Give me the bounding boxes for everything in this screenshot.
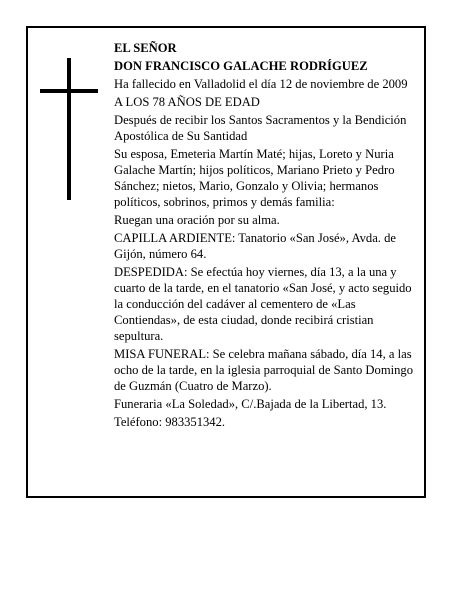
- notice-text: [114, 40, 420, 432]
- latin-cross-icon: [40, 58, 98, 200]
- funeral-home-phone: Teléfono: 983351342.: [114, 415, 226, 429]
- sacraments-line: Después de recibir los Santos Sacramentos y la Bendición Apostólica de Su Santidad: [114, 113, 407, 143]
- cross-horizontal-bar: [40, 89, 98, 93]
- obituary-notice: [26, 26, 426, 498]
- funeral-home-address: Funeraria «La Soledad», C/.Bajada de la Libertad, 13.: [114, 397, 387, 411]
- age-line: A LOS 78 AÑOS DE EDAD: [114, 95, 260, 109]
- funeral-mass-info: MISA FUNERAL: Se celebra mañana sábado, día 14, a las ocho de la tarde, en la iglesia parroquial de Santo Domingo de Guzmán (Cuatro de Marzo).: [114, 347, 414, 393]
- deceased-name: DON FRANCISCO GALACHE RODRÍGUEZ: [114, 59, 368, 73]
- family-list: Su esposa, Emeteria Martín Maté; hijas, Loreto y Nuria Galache Martín; hijos políticos, Mariano Prieto y Pedro Sánchez; nietos, Mario, Gonzalo y Olivia; hermanos políticos, sobrinos, primos y demás familia:: [114, 147, 395, 209]
- prayer-request: Ruegan una oración por su alma.: [114, 213, 280, 227]
- death-announcement: Ha fallecido en Valladolid el día 12 de noviembre de 2009: [114, 77, 408, 91]
- cross-vertical-bar: [67, 58, 71, 200]
- farewell-info: DESPEDIDA: Se efectúa hoy viernes, día 13, a la una y cuarto de la tarde, en el tanatorio «San José, y acto seguido la conducción del cadáver al cementero de «Las Contiendas», de esta ciudad, donde recibirá cristian sepultura.: [114, 265, 412, 343]
- chapel-info: CAPILLA ARDIENTE: Tanatorio «San José», Avda. de Gijón, número 64.: [114, 231, 396, 261]
- honorific-line: EL SEÑOR: [114, 41, 177, 55]
